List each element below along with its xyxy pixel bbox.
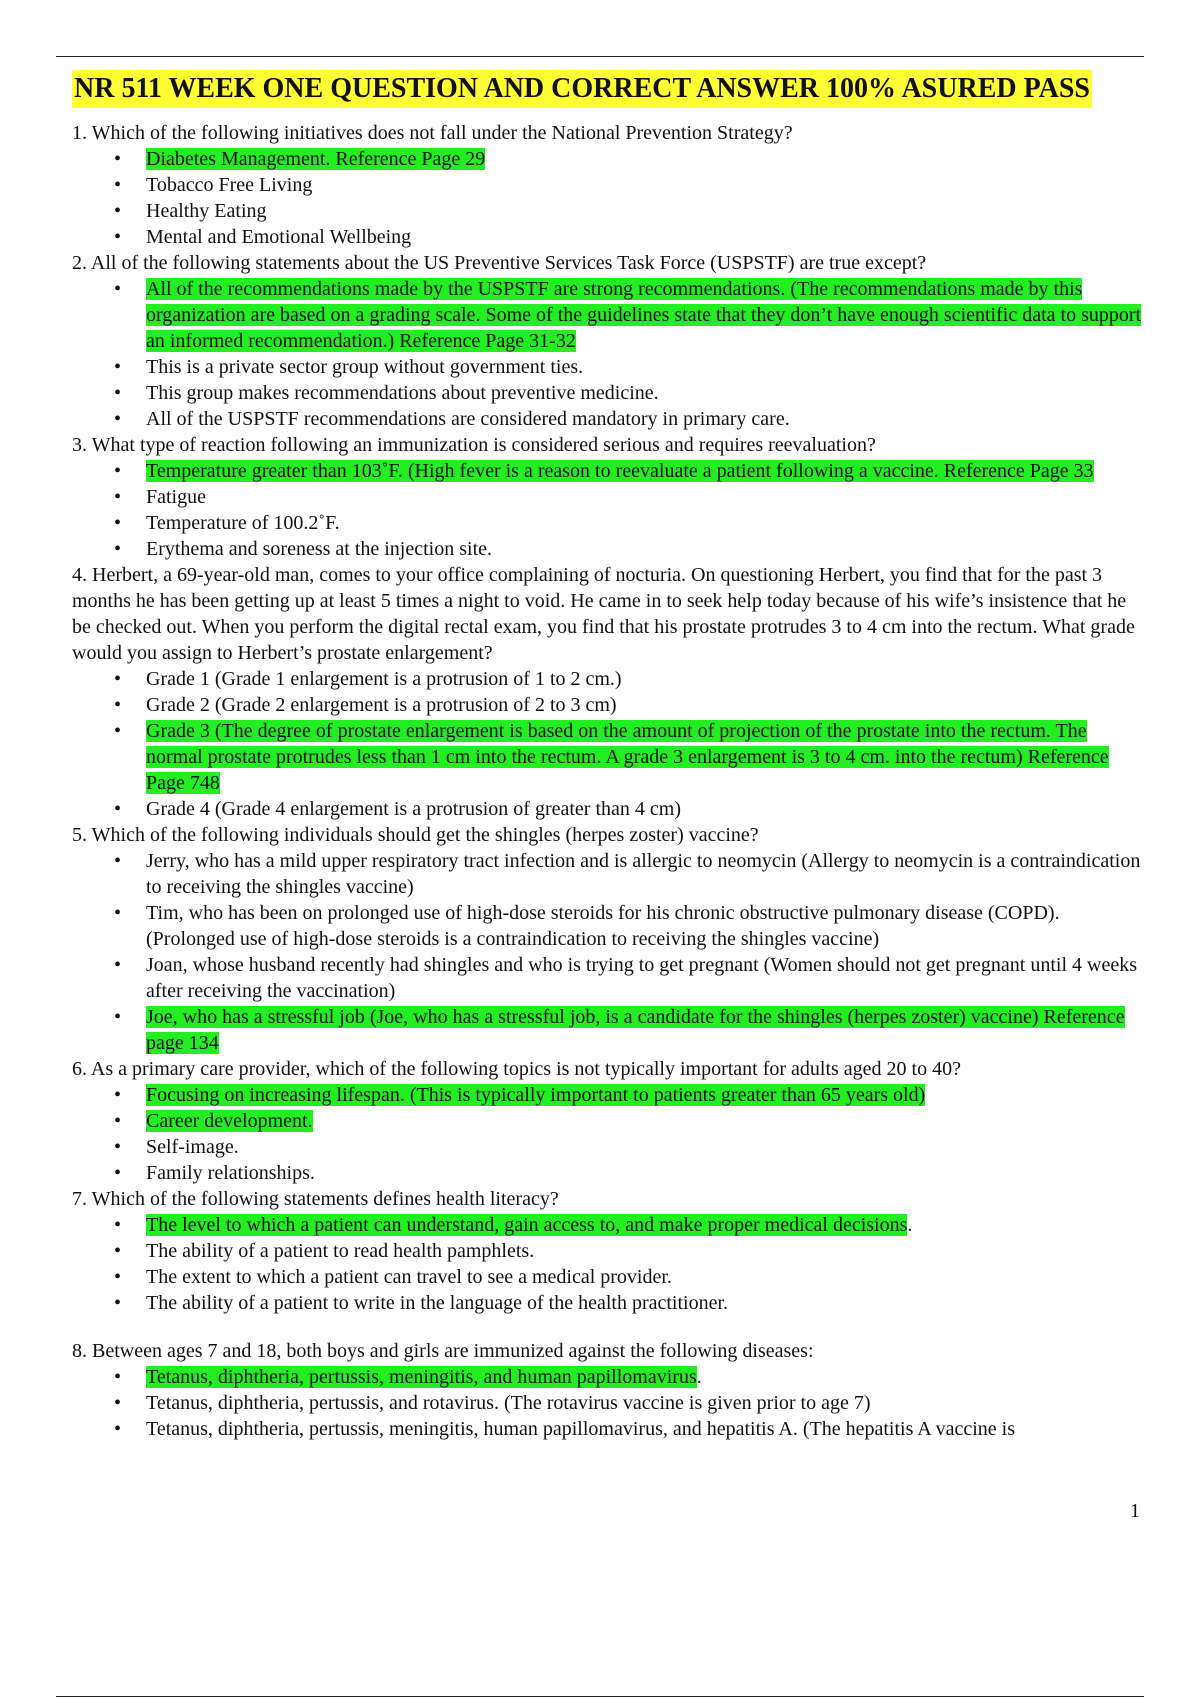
answer-text: Grade 4 (Grade 4 enlargement is a protrusion of greater than 4 cm) bbox=[146, 798, 681, 820]
answer-text: Tetanus, diphtheria, pertussis, and rotavirus. (The rotavirus vaccine is given prior to age 7) bbox=[146, 1392, 871, 1414]
answer-suffix: . bbox=[907, 1214, 913, 1236]
answer-option bbox=[110, 1160, 1147, 1186]
answer-text: Tim, who has been on prolonged use of high-dose steroids for his chronic obstructive pulmonary disease (COPD). (Prolonged use of high-dose steroids is a contraindication to receiving the shingles vaccine) bbox=[146, 902, 1060, 950]
answer-option-correct bbox=[110, 276, 1147, 354]
answer-option bbox=[110, 1134, 1147, 1160]
answer-text: Grade 2 (Grade 2 enlargement is a protrusion of 2 to 3 cm) bbox=[146, 694, 617, 716]
answer-text: Focusing on increasing lifespan. (This is typically important to patients greater than 65 years old) bbox=[146, 1084, 926, 1106]
top-rule bbox=[56, 56, 1144, 57]
answer-options bbox=[110, 146, 1147, 250]
answer-text: Family relationships. bbox=[146, 1162, 315, 1184]
answer-text: Tetanus, diphtheria, pertussis, meningitis, and human papillomavirus bbox=[146, 1366, 697, 1388]
answer-option bbox=[110, 354, 1147, 380]
answer-text: Joan, whose husband recently had shingles and who is trying to get pregnant (Women should not get pregnant until 4 weeks after receiving the vaccination) bbox=[146, 954, 1137, 1002]
answer-text: Joe, who has a stressful job (Joe, who has a stressful job, is a candidate for the shingles (herpes zoster) vaccine) Reference page 134 bbox=[146, 1006, 1125, 1054]
answer-option bbox=[110, 796, 1147, 822]
answer-option bbox=[110, 536, 1147, 562]
answer-option bbox=[110, 952, 1147, 1004]
answer-options bbox=[110, 458, 1147, 562]
answer-option-correct bbox=[110, 1212, 1147, 1238]
answer-option bbox=[110, 224, 1147, 250]
answer-option-correct bbox=[110, 1004, 1147, 1056]
answer-text: The extent to which a patient can travel to see a medical provider. bbox=[146, 1266, 672, 1288]
answer-text: Grade 3 (The degree of prostate enlargement is based on the amount of projection of the prostate into the rectum. The normal prostate protrudes less than 1 cm into the rectum. A grade 3 enlargement is 3 to 4 cm. into the rectum) Reference Page 748 bbox=[146, 720, 1109, 794]
answer-option-correct bbox=[110, 146, 1147, 172]
answer-text: Mental and Emotional Wellbeing bbox=[146, 226, 412, 248]
question-text: 8. Between ages 7 and 18, both boys and girls are immunized against the following diseases: bbox=[72, 1340, 814, 1362]
answer-options bbox=[110, 276, 1147, 432]
question-text: 3. What type of reaction following an immunization is considered serious and requires reevaluation? bbox=[72, 434, 876, 456]
answer-text: This is a private sector group without government ties. bbox=[146, 356, 584, 378]
document-title: NR 511 WEEK ONE QUESTION AND CORRECT ANSWER 100% ASURED PASS bbox=[72, 70, 1092, 108]
question-text: 1. Which of the following initiatives does not fall under the National Prevention Strategy? bbox=[72, 122, 793, 144]
answer-text: The ability of a patient to read health pamphlets. bbox=[146, 1240, 535, 1262]
answer-text: All of the USPSTF recommendations are considered mandatory in primary care. bbox=[146, 408, 790, 430]
answer-option-correct bbox=[110, 458, 1147, 484]
answer-option bbox=[110, 172, 1147, 198]
answer-options bbox=[110, 848, 1147, 1056]
answer-text: Career development. bbox=[146, 1110, 313, 1132]
answer-text: Temperature of 100.2˚F. bbox=[146, 512, 340, 534]
answer-text: Fatigue bbox=[146, 486, 206, 508]
question-text: 4. Herbert, a 69-year-old man, comes to your office complaining of nocturia. On questioning Herbert, you find that for the past 3 months he has been getting up at least 5 times a night to void. He came in to seek help today because of his wife’s insistence that he be checked out. When you perform the digital rectal exam, you find that his prostate protrudes 3 to 4 cm into the rectum. What grade would you assign to Herbert’s prostate enlargement? bbox=[72, 564, 1135, 664]
answer-text: Tetanus, diphtheria, pertussis, meningitis, human papillomavirus, and hepatitis A. (The hepatitis A vaccine is bbox=[146, 1418, 1015, 1440]
question-text: 5. Which of the following individuals should get the shingles (herpes zoster) vaccine? bbox=[72, 824, 759, 846]
question-text: 6. As a primary care provider, which of the following topics is not typically important for adults aged 20 to 40? bbox=[72, 1058, 961, 1080]
answer-option-correct bbox=[110, 1082, 1147, 1108]
answer-text: Temperature greater than 103˚F. (High fever is a reason to reevaluate a patient following a vaccine. Reference Page 33 bbox=[146, 460, 1094, 482]
answer-option bbox=[110, 1290, 1147, 1316]
answer-option bbox=[110, 692, 1147, 718]
answer-text: This group makes recommendations about preventive medicine. bbox=[146, 382, 659, 404]
answer-option bbox=[110, 666, 1147, 692]
answer-option bbox=[110, 1416, 1147, 1442]
document-body bbox=[72, 70, 1147, 1442]
answer-option bbox=[110, 380, 1147, 406]
answer-options bbox=[110, 1212, 1147, 1316]
answer-option bbox=[110, 848, 1147, 900]
answer-option bbox=[110, 406, 1147, 432]
page-number: 1 bbox=[1130, 1500, 1140, 1522]
answer-options bbox=[110, 666, 1147, 822]
answer-option-correct bbox=[110, 1364, 1147, 1390]
answer-text: Erythema and soreness at the injection site. bbox=[146, 538, 493, 560]
question-text: 2. All of the following statements about the US Preventive Services Task Force (USPSTF) are true except? bbox=[72, 252, 927, 274]
answer-text: Healthy Eating bbox=[146, 200, 267, 222]
answer-options bbox=[110, 1364, 1147, 1442]
answer-option bbox=[110, 900, 1147, 952]
answer-text: All of the recommendations made by the USPSTF are strong recommendations. (The recommendations made by this organization are based on a grading scale. Some of the guidelines state that they don’t have enough scientific data to support an informed recommendation.) Reference Page 31-32 bbox=[146, 278, 1142, 352]
answer-option bbox=[110, 510, 1147, 536]
answer-text: The level to which a patient can understand, gain access to, and make proper medical decisions bbox=[146, 1214, 908, 1236]
question-list bbox=[72, 120, 1147, 1442]
answer-option-correct bbox=[110, 718, 1147, 796]
answer-option bbox=[110, 484, 1147, 510]
answer-text: The ability of a patient to write in the language of the health practitioner. bbox=[146, 1292, 729, 1314]
answer-option bbox=[110, 198, 1147, 224]
answer-suffix: . bbox=[696, 1366, 702, 1388]
bottom-rule bbox=[56, 1696, 1144, 1697]
answer-option bbox=[110, 1264, 1147, 1290]
answer-option bbox=[110, 1238, 1147, 1264]
answer-option bbox=[110, 1390, 1147, 1416]
answer-text: Tobacco Free Living bbox=[146, 174, 313, 196]
answer-text: Diabetes Management. Reference Page 29 bbox=[146, 148, 486, 170]
question-text: 7. Which of the following statements defines health literacy? bbox=[72, 1188, 559, 1210]
answer-option-correct bbox=[110, 1108, 1147, 1134]
answer-text: Self-image. bbox=[146, 1136, 239, 1158]
answer-text: Jerry, who has a mild upper respiratory tract infection and is allergic to neomycin (Allergy to neomycin is a contraindication to receiving the shingles vaccine) bbox=[146, 850, 1141, 898]
answer-text: Grade 1 (Grade 1 enlargement is a protrusion of 1 to 2 cm.) bbox=[146, 668, 622, 690]
answer-options bbox=[110, 1082, 1147, 1186]
